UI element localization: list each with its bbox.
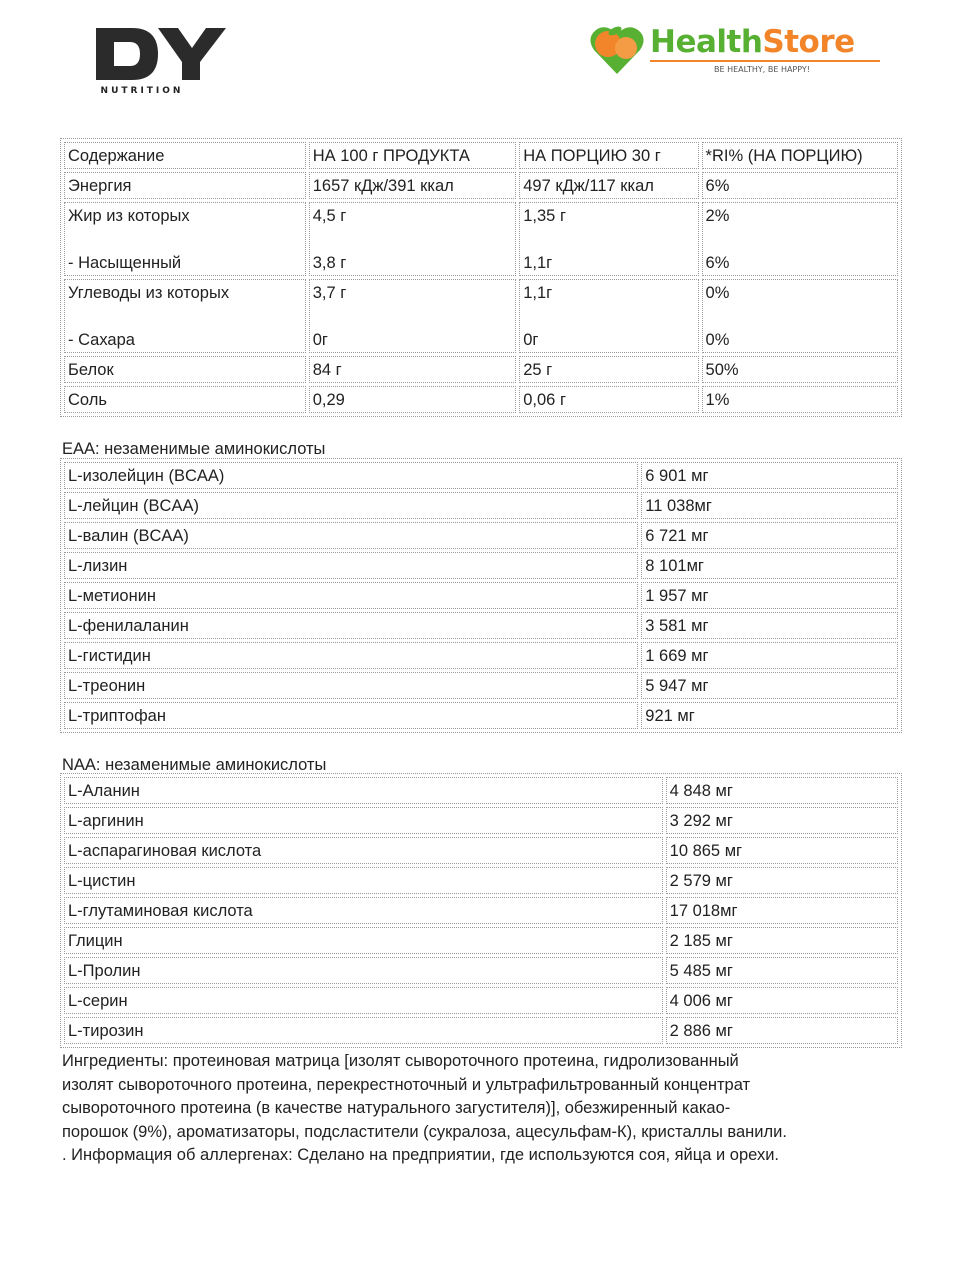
table-cell (309, 279, 517, 353)
table-cell: L-лизин (64, 552, 638, 579)
table-row (64, 552, 898, 579)
dy-nutrition-logo (92, 24, 232, 100)
naa-section-title: NAA: незаменимые аминокислоты (62, 756, 327, 774)
sub-row-value: 1,1г (523, 254, 553, 272)
table-row (64, 987, 898, 1014)
brand-underline (650, 60, 880, 62)
row-value: 3,7 г (312, 284, 347, 302)
table-cell: L-аргинин (64, 807, 663, 834)
table-cell (702, 279, 898, 353)
sub-row-label: - Насыщенный (68, 254, 182, 272)
sub-row-value: 6% (705, 254, 730, 272)
table-cell: L-цистин (64, 867, 663, 894)
table-cell: 11 038мг (641, 492, 898, 519)
table-cell: Глицин (64, 927, 663, 954)
row-value: 2% (705, 207, 730, 225)
table-cell: 6 901 мг (641, 462, 898, 489)
ingredients-line: Ингредиенты: протеиновая матрица [изолят сывороточного протеина, гидролизованный (62, 1052, 739, 1070)
table-row (64, 386, 898, 413)
table-cell: 2 185 мг (666, 927, 898, 954)
table-cell: 6 721 мг (641, 522, 898, 549)
ingredients-line: . Информация об аллергенах: Сделано на предприятии, где используются соя, яйца и орехи. (62, 1146, 779, 1164)
page-header (0, 0, 970, 110)
sub-row-value: 0г (312, 331, 328, 349)
table-row (64, 202, 898, 276)
sub-row-value: 0г (523, 331, 539, 349)
table-row (64, 612, 898, 639)
table-cell: 4 006 мг (666, 987, 898, 1014)
brand-tagline: BE HEALTHY, BE HAPPY! (714, 65, 810, 74)
table-cell: 3 581 мг (641, 612, 898, 639)
healthstore-wordmark (650, 24, 855, 60)
table-row (64, 642, 898, 669)
table-cell (309, 202, 517, 276)
table-cell: 10 865 мг (666, 837, 898, 864)
table-cell: L-лейцин (BCAA) (64, 492, 638, 519)
brand-store: Store (762, 24, 855, 60)
table-cell (519, 279, 698, 353)
table-cell (64, 202, 306, 276)
table-row (64, 492, 898, 519)
table-cell: 50% (702, 356, 898, 383)
table-cell: 4 848 мг (666, 777, 898, 804)
table-cell: L-тирозин (64, 1017, 663, 1044)
table-row (64, 702, 898, 729)
table-cell: Энергия (64, 172, 306, 199)
table-cell: 497 кДж/117 ккал (519, 172, 698, 199)
healthstore-logo (588, 20, 883, 80)
table-cell: 25 г (519, 356, 698, 383)
table-row (64, 837, 898, 864)
table-cell: L-валин (BCAA) (64, 522, 638, 549)
table-row (64, 522, 898, 549)
table-row (64, 172, 898, 199)
table-cell: L-треонин (64, 672, 638, 699)
table-row (64, 582, 898, 609)
table-row (64, 777, 898, 804)
sub-row-value: 3,8 г (312, 254, 347, 272)
table-cell: 0,06 г (519, 386, 698, 413)
table-cell: L-фенилаланин (64, 612, 638, 639)
table-cell: 2 886 мг (666, 1017, 898, 1044)
eaa-section-title: EAA: незаменимые аминокислоты (62, 440, 326, 458)
row-label: Углеводы из которых (68, 284, 230, 302)
dy-logo-mark (92, 24, 232, 84)
table-row (64, 356, 898, 383)
table-cell: НА 100 г ПРОДУКТА (309, 142, 517, 169)
table-cell: L-метионин (64, 582, 638, 609)
table-row (64, 807, 898, 834)
sub-row-label: - Сахара (68, 331, 135, 349)
table-row (64, 957, 898, 984)
dy-subtitle: NUTRITION (100, 86, 184, 96)
table-cell: 921 мг (641, 702, 898, 729)
sub-row-value: 0% (705, 331, 730, 349)
table-cell: Соль (64, 386, 306, 413)
table-row (64, 867, 898, 894)
table-cell: Содержание (64, 142, 306, 169)
table-cell: L-серин (64, 987, 663, 1014)
table-cell: 84 г (309, 356, 517, 383)
table-cell: 6% (702, 172, 898, 199)
ingredients-line: порошок (9%), ароматизаторы, подсластители (сукралоза, ацесульфам-К), кристаллы ванили. (62, 1122, 787, 1141)
ingredients-line: изолят сывороточного протеина, перекрестноточный и ультрафильтрованный концентрат (62, 1075, 751, 1094)
ingredients-text (62, 1050, 912, 1168)
table-cell: *RI% (НА ПОРЦИЮ) (702, 142, 898, 169)
table-cell (702, 202, 898, 276)
table-row (64, 927, 898, 954)
eaa-table (60, 458, 902, 733)
table-cell: L-триптофан (64, 702, 638, 729)
table-row (64, 672, 898, 699)
table-row (64, 897, 898, 924)
table-cell: L-изолейцин (BCAA) (64, 462, 638, 489)
table-row (64, 142, 898, 169)
brand-health: Health (650, 24, 763, 60)
table-cell: L-аспарагиновая кислота (64, 837, 663, 864)
table-cell: 17 018мг (666, 897, 898, 924)
table-cell: L-гистидин (64, 642, 638, 669)
row-value: 1,35 г (523, 207, 566, 225)
table-cell: L-глутаминовая кислота (64, 897, 663, 924)
row-label: Жир из которых (68, 207, 190, 225)
table-cell: 1 669 мг (641, 642, 898, 669)
table-cell: 5 485 мг (666, 957, 898, 984)
table-cell (519, 202, 698, 276)
table-cell: 5 947 мг (641, 672, 898, 699)
table-cell: 1% (702, 386, 898, 413)
row-value: 1,1г (523, 284, 553, 302)
table-cell: 3 292 мг (666, 807, 898, 834)
table-cell: 8 101мг (641, 552, 898, 579)
table-cell (64, 279, 306, 353)
table-cell: L-Пролин (64, 957, 663, 984)
table-cell: Белок (64, 356, 306, 383)
naa-table (60, 773, 902, 1048)
nutrition-table (60, 138, 902, 417)
table-cell: 1 957 мг (641, 582, 898, 609)
table-cell: L-Аланин (64, 777, 663, 804)
table-row (64, 1017, 898, 1044)
heart-fruit-icon (588, 22, 646, 76)
row-value: 4,5 г (312, 207, 347, 225)
table-cell: 2 579 мг (666, 867, 898, 894)
table-cell: НА ПОРЦИЮ 30 г (519, 142, 698, 169)
table-cell: 1657 кДж/391 ккал (309, 172, 517, 199)
ingredients-line: сывороточного протеина (в качестве натурального загустителя)], обезжиренный какао- (62, 1099, 731, 1117)
table-cell: 0,29 (309, 386, 517, 413)
row-value: 0% (705, 284, 730, 302)
table-row (64, 279, 898, 353)
table-row (64, 462, 898, 489)
